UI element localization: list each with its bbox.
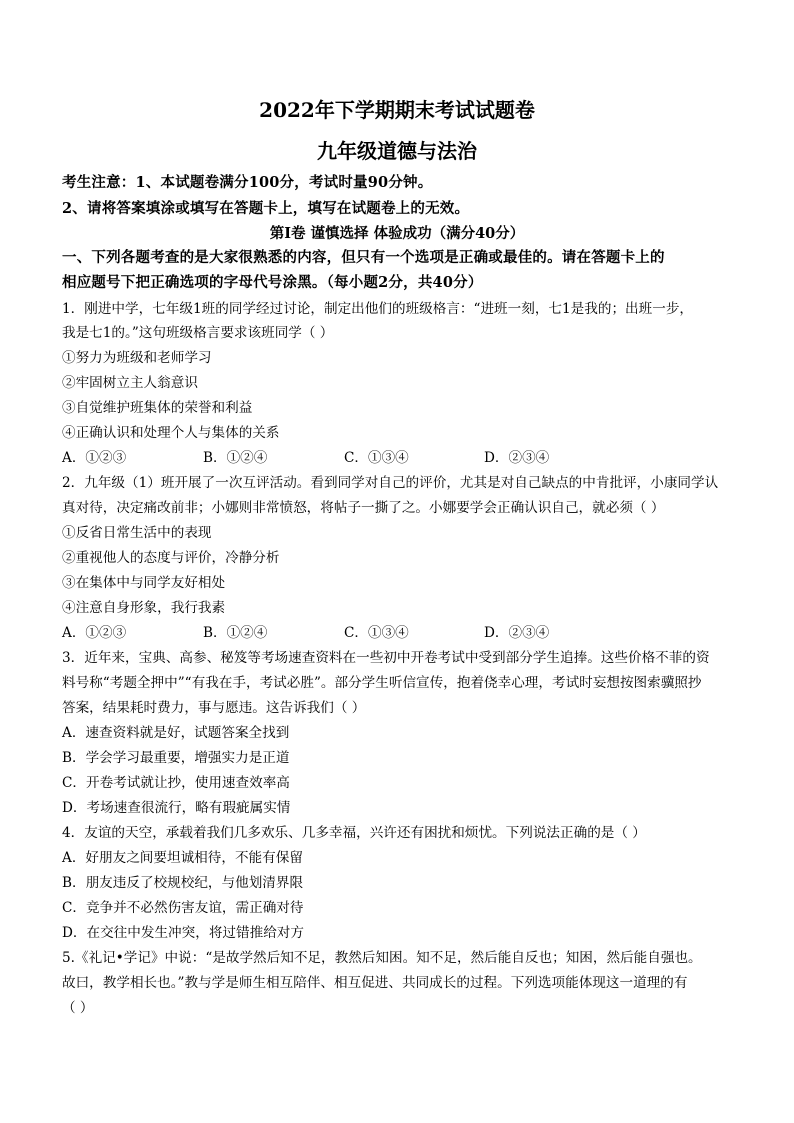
q3-stem-line-3: 答案，结果耗时费力，事与愿违。这告诉我们（ ） (62, 700, 366, 716)
q2-stem-line-2: 真对待，决定痛改前非；小娜则非常愤怒，将帖子一撕了之。小娜要学会正确认识自己，就必须（ ） (62, 500, 665, 516)
exam-subtitle: 九年级道德与法治 (317, 139, 477, 163)
part1-instruction-1: 一、下列各题考查的是大家很熟悉的内容，但只有一个选项是正确或最佳的。请在答题卡上的 (62, 249, 665, 266)
q1-option-a: A．①②③ (62, 450, 127, 466)
q1-option-d: D．②③④ (484, 450, 550, 466)
q1-statement-3: ③自觉维护班集体的荣誉和利益 (62, 400, 253, 416)
notice-line-2: 2、请将答案填涂或填写在答题卡上，填写在试题卷上的无效。 (62, 200, 470, 217)
q4-option-d: D．在交往中发生冲突，将过错推给对方 (62, 925, 304, 941)
q3-option-d: D．考场速查很流行，略有瑕疵属实情 (62, 800, 291, 816)
q1-stem-line-2: 我是七1的。”这句班级格言要求该班同学（ ） (62, 325, 334, 341)
q4-stem-line-1: 4．友谊的天空，承载着我们几多欢乐、几多幸福，兴许还有困扰和烦忧。下列说法正确的是（ ） (62, 825, 646, 841)
q2-option-b: B．①②④ (203, 625, 268, 641)
q2-option-d: D．②③④ (484, 625, 550, 641)
q5-stem-line-1: 5.《礼记•学记》中说：“是故学然后知不足，教然后知困。知不足，然后能自反也；知困，然后能自强也。 (62, 950, 702, 966)
q5-stem-line-2: 故曰，教学相长也。”教与学是师生相互陪伴、相互促进、共同成长的过程。下列选项能体现这一道理的有 (62, 975, 688, 991)
q4-option-c: C．竞争并不必然伤害友谊，需正确对待 (62, 900, 304, 916)
q4-option-a: A．好朋友之间要坦诚相待，不能有保留 (62, 850, 303, 866)
section-title: 第Ⅰ卷 谨慎选择 体验成功（满分40分） (269, 225, 525, 242)
exam-title: 2022年下学期期末考试试题卷 (259, 98, 535, 122)
q2-statement-4: ④注意自身形象，我行我素 (62, 600, 226, 616)
q2-statement-3: ③在集体中与同学友好相处 (62, 575, 226, 591)
q1-statement-2: ②牢固树立主人翁意识 (62, 375, 198, 391)
notice-line-1: 考生注意：1、本试题卷满分100分，考试时量90分钟。 (62, 174, 433, 191)
q1-option-b: B．①②④ (203, 450, 268, 466)
q4-option-b: B．朋友违反了校规校纪，与他划清界限 (62, 875, 304, 891)
q2-stem-line-1: 2．九年级（1）班开展了一次互评活动。看到同学对自己的评价，尤其是对自己缺点的中肯批评，小康同学认 (62, 475, 719, 491)
q1-option-c: C．①③④ (344, 450, 409, 466)
q1-stem-line-1: 1．刚进中学，七年级1班的同学经过讨论，制定出他们的班级格言：“进班一刻，七1是我的；出班一步， (62, 301, 694, 317)
q2-option-a: A．①②③ (62, 625, 127, 641)
q3-stem-line-2: 料号称“考题全押中”“有我在手，考试必胜”。部分学生听信宣传，抱着侥幸心理，考试时妄想按图索骥照抄 (62, 675, 702, 691)
q3-option-b: B．学会学习最重要，增强实力是正道 (62, 750, 290, 766)
part1-instruction-2: 相应题号下把正确选项的字母代号涂黑。（每小题2分，共40分） (62, 274, 483, 291)
q1-statement-4: ④正确认识和处理个人与集体的关系 (62, 425, 280, 441)
q1-statement-1: ①努力为班级和老师学习 (62, 350, 212, 366)
q3-option-c: C．开卷考试就让抄，使用速查效率高 (62, 775, 290, 791)
q2-option-c: C．①③④ (344, 625, 409, 641)
q2-statement-1: ①反省日常生活中的表现 (62, 525, 212, 541)
q5-stem-line-3: （ ） (62, 1000, 94, 1016)
q3-option-a: A．速查资料就是好，试题答案全找到 (62, 725, 290, 741)
q2-statement-2: ②重视他人的态度与评价，冷静分析 (62, 550, 280, 566)
q3-stem-line-1: 3．近年来，宝典、高参、秘笈等考场速查资料在一些初中开卷考试中受到部分学生追捧。这些价格不菲的资 (62, 650, 710, 666)
